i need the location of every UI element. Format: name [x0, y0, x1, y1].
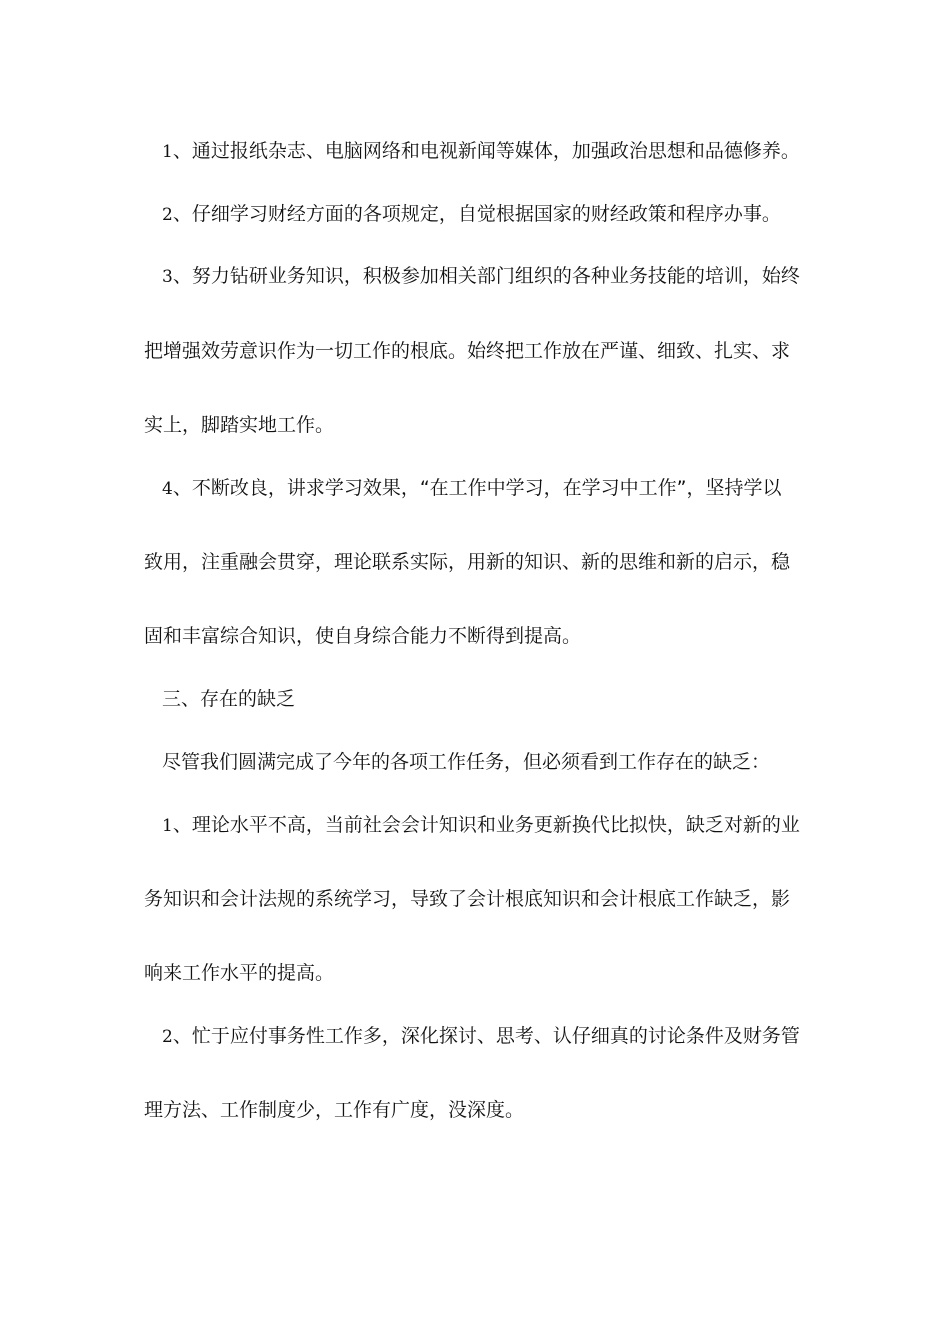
- paragraph-line: [0, 1024, 950, 1049]
- paragraph-line: [0, 887, 950, 911]
- paragraph-line: [0, 624, 950, 648]
- line-text: 、努力钻研业务知识，积极参加相关部门组织的各种业务技能的培训，始终: [172, 265, 800, 287]
- paragraph-line: [0, 813, 950, 838]
- line-text: 、忙于应付事务性工作多，深化探讨、思考、认仔细真的讨论条件及财务管: [172, 1025, 800, 1047]
- paragraph-line: [0, 476, 950, 501]
- paragraph-line: [0, 202, 950, 227]
- paragraph-line: [0, 264, 950, 289]
- line-text: 理方法、工作制度少，工作有广度，没深度。: [144, 1099, 525, 1121]
- paragraph-line: [0, 750, 950, 774]
- section-heading: [0, 687, 950, 711]
- line-text: 固和丰富综合知识，使自身综合能力不断得到提高。: [144, 625, 582, 647]
- paragraph-line: [0, 339, 950, 363]
- paragraph-line: [0, 550, 950, 574]
- list-number: 1: [162, 142, 173, 162]
- line-text: 三、存在的缺乏: [162, 688, 296, 710]
- list-number: 4: [162, 479, 173, 499]
- list-number: 2: [162, 205, 173, 225]
- line-text: 、不断改良，讲求学习效果，“在工作中学习，在学习中工作”，坚持学以: [172, 477, 782, 499]
- line-text: 响来工作水平的提高。: [144, 962, 335, 984]
- paragraph-line: [0, 139, 950, 164]
- line-text: 实上，脚踏实地工作。: [144, 414, 335, 436]
- line-text: 尽管我们圆满完成了今年的各项工作任务，但必须看到工作存在的缺乏：: [162, 751, 771, 773]
- line-text: 、仔细学习财经方面的各项规定，自觉根据国家的财经政策和程序办事。: [172, 203, 781, 225]
- list-number: 3: [162, 267, 173, 287]
- paragraph-line: [0, 961, 950, 985]
- list-number: 2: [162, 1027, 173, 1047]
- line-text: 把增强效劳意识作为一切工作的根底。始终把工作放在严谨、细致、扎实、求: [144, 340, 791, 362]
- line-text: 、通过报纸杂志、电脑网络和电视新闻等媒体，加强政治思想和品德修养。: [172, 140, 800, 162]
- line-text: 务知识和会计法规的系统学习，导致了会计根底知识和会计根底工作缺乏，影: [144, 888, 791, 910]
- paragraph-line: [0, 413, 950, 437]
- line-text: 、理论水平不高，当前社会会计知识和业务更新换代比拟快，缺乏对新的业: [172, 814, 800, 836]
- line-text: 致用，注重融会贯穿，理论联系实际，用新的知识、新的思维和新的启示，稳: [144, 551, 791, 573]
- list-number: 1: [162, 816, 173, 836]
- paragraph-line: [0, 1098, 950, 1122]
